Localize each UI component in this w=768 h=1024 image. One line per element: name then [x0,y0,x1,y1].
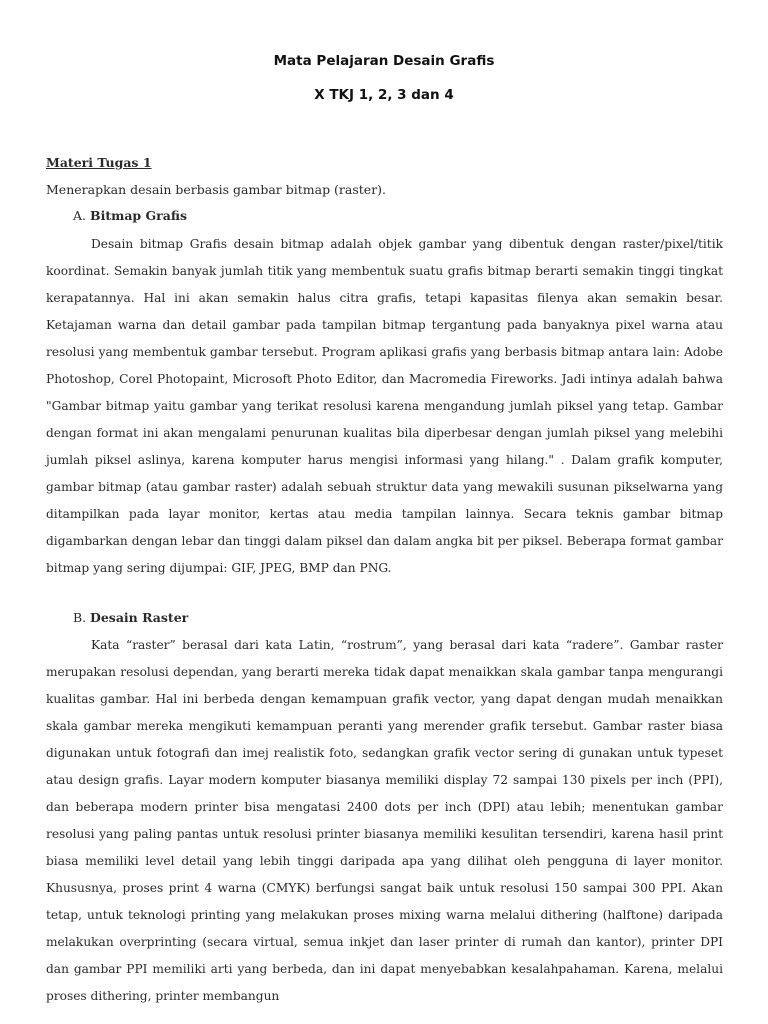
section-b-letter: B. [73,610,87,625]
task-title: Materi Tugas 1 [46,155,152,170]
section-a-letter: A. [73,208,87,223]
section-a-title: Bitmap Grafis [90,208,187,223]
section-a-paragraph: Desain bitmap Grafis desain bitmap adalah objek gambar yang dibentuk dengan raster/pixel/titik koordinat. Semakin banyak jumlah titik yang membentuk suatu grafis bitmap berarti semakin tinggi tingkat kerapatannya. Hal ini akan semakin halus citra grafis, tetapi kapasitas filenya akan semakin besar. Ketajaman warna dan detail gambar pada tampilan bitmap tergantung pada banyaknya pixel warna atau resolusi yang membentuk gambar tersebut. Program aplikasi grafis yang berbasis bitmap antara lain: Adobe Photoshop, Corel Photopaint, Microsoft Photo Editor, dan Macromedia Fireworks. Jadi intinya adalah bahwa "Gambar bitmap yaitu gambar yang terikat resolusi karena mengandung jumlah piksel yang tetap. Gambar dengan format ini akan mengalami penurunan kualitas bila diperbesar dengan jumlah piksel yang melebihi jumlah piksel aslinya, karena komputer harus mengisi informasi yang hilang." . Dalam grafik komputer, gambar bitmap (atau gambar raster) adalah sebuah struktur data yang mewakili susunan pikselwarna yang ditampilkan pada layar monitor, kertas atau media tampilan lainnya. Secara teknis gambar bitmap digambarkan dengan lebar dan tinggi dalam piksel dan dalam angka bit per piksel. Beberapa format gambar bitmap yang sering dijumpai: GIF, JPEG, BMP dan PNG. [46,237,723,575]
task-description: Menerapkan desain berbasis gambar bitmap (raster). [46,182,387,197]
section-b-heading [73,608,188,628]
document-subtitle: X TKJ 1, 2, 3 dan 4 [314,87,454,103]
section-b-title: Desain Raster [90,610,189,625]
section-b-paragraph: Kata “raster” berasal dari kata Latin, “rostrum”, yang berasal dari kata “radere”. Gambar raster merupakan resolusi dependan, yang berarti mereka tidak dapat menaikkan skala gambar tanpa mengurangi kualitas gambar. Hal ini berbeda dengan kemampuan grafik vector, yang dapat dengan mudah menaikkan skala gambar mereka mengikuti kemampuan peranti yang merender grafik tersebut. Gambar raster biasa digunakan untuk fotografi dan imej realistik foto, sedangkan grafik vector sering di gunakan untuk typeset atau design grafis. Layar modern komputer biasanya memiliki display 72 sampai 130 pixels per inch (PPI), dan beberapa modern printer bisa mengatasi 2400 dots per inch (DPI) atau lebih; menentukan gambar resolusi yang paling pantas untuk resolusi printer biasanya memiliki kesulitan tersendiri, karena hasil print biasa memiliki level detail yang lebih tinggi daripada apa yang dilihat oleh pengguna di layer monitor. Khususnya, proses print 4 warna (CMYK) berfungsi sangat baik untuk resolusi 150 sampai 300 PPI. Akan tetap, untuk teknologi printing yang melakukan proses mixing warna melalui dithering (halftone) daripada melakukan overprinting (secara virtual, semua inkjet dan laser printer di rumah dan kantor), printer DPI dan gambar PPI memiliki arti yang berbeda, dan ini dapat menyebabkan kesalahpahaman. Karena, melalui proses dithering, printer membangun [46,638,723,1003]
document-title: Mata Pelajaran Desain Grafis [273,53,495,69]
section-a-heading [73,206,187,226]
